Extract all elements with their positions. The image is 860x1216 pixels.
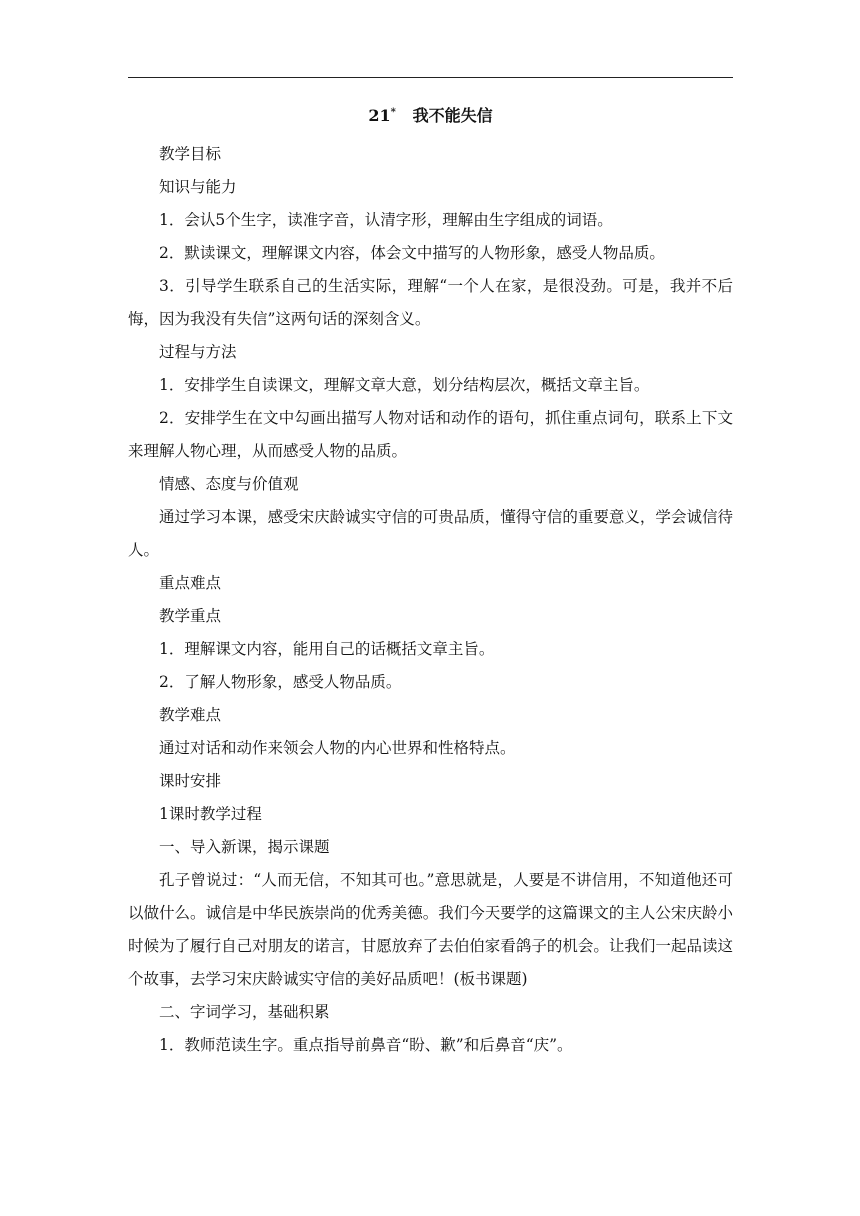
paragraph: 1．安排学生自读课文，理解文章大意，划分结构层次，概括文章主旨。: [159, 376, 650, 394]
paragraph: 2．了解人物形象，感受人物品质。: [159, 673, 402, 691]
header-rule: [128, 77, 733, 78]
lesson-mark: *: [390, 107, 396, 118]
paragraph: 情感、态度与价值观: [159, 475, 299, 493]
lesson-title: [128, 104, 733, 128]
lesson-title-text: 我不能失信: [412, 106, 493, 125]
paragraph: 过程与方法: [159, 343, 237, 361]
paragraph: 通过学习本课，感受宋庆龄诚实守信的可贵品质，懂得守信的重要意义，学会诚信待人。: [128, 508, 733, 559]
paragraph: 2．安排学生在文中勾画出描写人物对话和动作的语句，抓住重点词句，联系上下文来理解人物心理，从而感受人物的品质。: [128, 409, 733, 460]
paragraph: 课时安排: [159, 772, 222, 790]
paragraph: 1．会认5个生字，读准字音，认清字形，理解由生字组成的词语。: [159, 211, 613, 229]
paragraph: 1．理解课文内容，能用自己的话概括文章主旨。: [159, 640, 495, 658]
paragraph: 1．教师范读生字。重点指导前鼻音“盼、歉”和后鼻音“庆”。: [159, 1036, 573, 1054]
paragraph: 3．引导学生联系自己的生活实际，理解“一个人在家，是很没劲。可是，我并不后悔，因为我没有失信”这两句话的深刻含义。: [128, 277, 733, 328]
paragraph: 1课时教学过程: [159, 805, 262, 823]
paragraph: 一、导入新课，揭示课题: [159, 838, 330, 856]
document-body: [128, 138, 733, 1062]
paragraph: 通过对话和动作来领会人物的内心世界和性格特点。: [159, 739, 516, 757]
paragraph: 教学重点: [159, 607, 222, 625]
paragraph: 2．默读课文，理解课文内容，体会文中描写的人物形象，感受人物品质。: [159, 244, 665, 262]
paragraph: 知识与能力: [159, 178, 237, 196]
paragraph: 二、字词学习，基础积累: [159, 1003, 330, 1021]
paragraph: 孔子曾说过：“人而无信，不知其可也。”意思就是，人要是不讲信用，不知道他还可以做什么。诚信是中华民族崇尚的优秀美德。我们今天要学的这篇课文的主人公宋庆龄小时候为了履行自己对朋友的诺言，甘愿放弃了去伯伯家看鸽子的机会。让我们一起品读这个故事，去学习宋庆龄诚实守信的美好品质吧！(板书课题): [128, 871, 733, 988]
lesson-number: 21: [368, 106, 391, 125]
paragraph: 教学目标: [159, 145, 222, 163]
paragraph: 教学难点: [159, 706, 222, 724]
paragraph: 重点难点: [159, 574, 222, 592]
